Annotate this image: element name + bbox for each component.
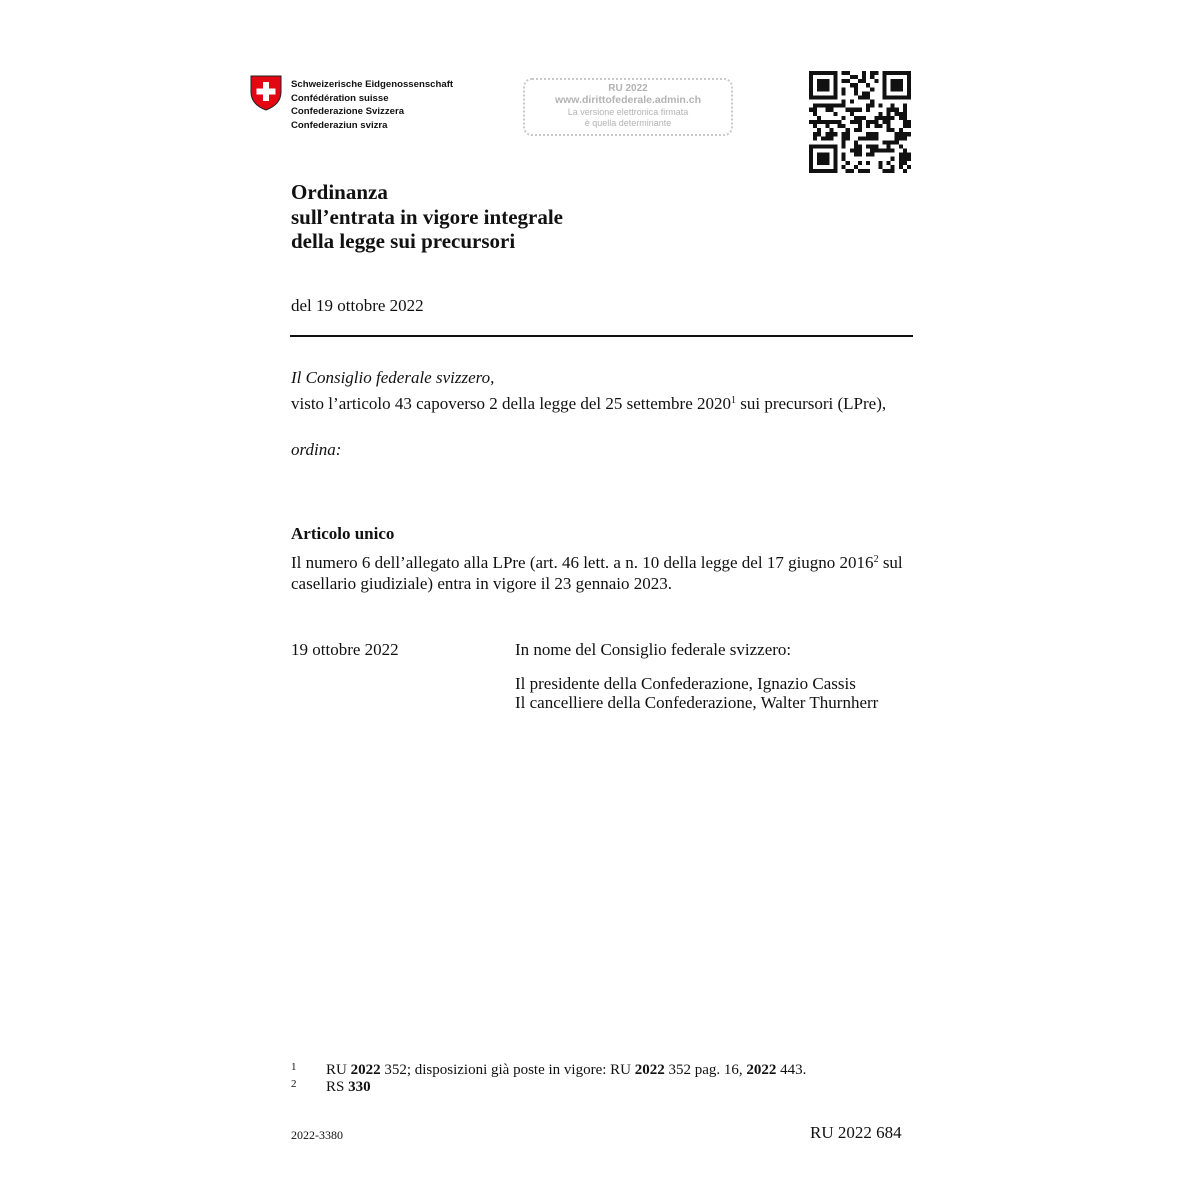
signatory-chancellor: Il cancelliere della Confederazione, Walter Thurnherr (515, 693, 879, 712)
stamp-ru: RU 2022 (608, 83, 648, 94)
footnote-bold-part: 330 (348, 1079, 371, 1095)
confederation-names (291, 78, 453, 132)
article-text-part-2: sul casellario giudiziale) entra in vigore il 23 gennaio 2023. (291, 553, 903, 593)
title-line-1: Ordinanza (291, 180, 388, 204)
confederation-name-de: Schweizerische Eidgenossenschaft (291, 79, 454, 90)
footnote-text-part: RU (326, 1062, 351, 1078)
footnote-text-part: RS (326, 1079, 349, 1095)
stamp-website: www.dirittofederale.admin.ch (554, 94, 702, 106)
document-code: 2022-3380 (291, 1128, 343, 1142)
official-compilation-reference: RU 2022 684 (810, 1123, 902, 1142)
confederation-name-it: Confederazione Svizzera (291, 106, 405, 117)
footnote-bold-part: 2022 (350, 1062, 381, 1078)
footnote-ref-1[interactable]: 1 (730, 395, 736, 406)
signatories (515, 674, 878, 712)
qr-code-icon (809, 71, 911, 173)
footnote-text-part: 352 pag. 16, (664, 1062, 747, 1078)
preamble-basis-text: visto l’articolo 43 capoverso 2 della legge del 25 settembre 2020 (291, 394, 731, 413)
ordinance-date: del 19 ottobre 2022 (291, 296, 424, 315)
footnote-text-part: 352; disposizioni già poste in vigore: RU (380, 1062, 635, 1078)
stamp-note-1: La versione elettronica firmata (567, 107, 689, 117)
preamble-decrees: ordina: (291, 440, 342, 459)
divider-rule (290, 335, 913, 337)
signature-date: 19 ottobre 2022 (291, 640, 399, 659)
footnote-number: 2 (291, 1078, 297, 1090)
preamble-authority: Il Consiglio federale svizzero, (291, 368, 495, 387)
footnote-number: 1 (291, 1061, 297, 1073)
signature-in-name: In nome del Consiglio federale svizzero: (515, 640, 792, 659)
footnote-bold-part: 2022 (746, 1062, 777, 1078)
article-text-part-1: Il numero 6 dell’allegato alla LPre (art. 46 lett. a n. 10 della legge del 17 giugno 2016 (291, 553, 874, 572)
electronic-version-stamp (523, 78, 733, 136)
page-title (291, 180, 563, 254)
stamp-note-2: è quella determinante (584, 118, 672, 128)
confederation-name-fr: Confédération suisse (291, 92, 389, 104)
article-title: Articolo unico (291, 524, 395, 543)
title-line-3: della legge sui precursori (291, 229, 516, 253)
title-line-2: sull’entrata in vigore integrale (291, 204, 563, 229)
footnote-bold-part: 2022 (634, 1062, 665, 1078)
article-text (291, 552, 913, 594)
swiss-coat-of-arms-icon (250, 75, 282, 111)
preamble-basis (291, 393, 913, 414)
footnote-text (326, 1062, 806, 1079)
footnote-text-part: 443. (776, 1062, 807, 1078)
footnote-text (326, 1079, 371, 1096)
confederation-name-rm: Confederaziun svizra (291, 119, 388, 131)
preamble-basis-text-cont: sui precursori (LPre), (735, 394, 887, 413)
signatory-president: Il presidente della Confederazione, Ignazio Cassis (515, 674, 856, 693)
footnote-ref-2[interactable]: 2 (873, 554, 879, 565)
